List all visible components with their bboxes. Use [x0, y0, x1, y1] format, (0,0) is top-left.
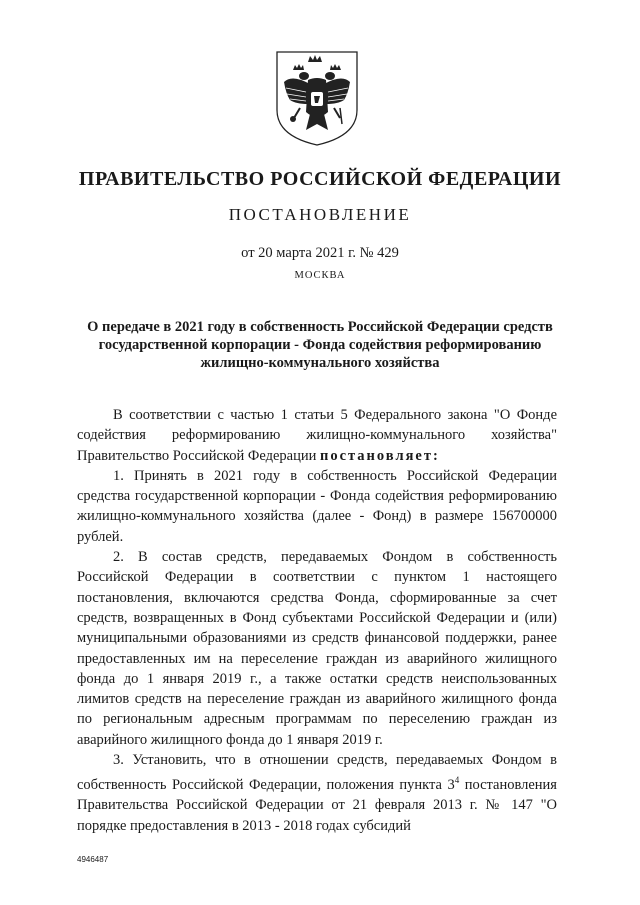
preamble-text: В соответствии с частью 1 статьи 5 Федерального закона "О Фонде содействия реформированию жилищно-коммунального хозяйства" Правительство Российской Федерации	[77, 407, 557, 464]
government-name: ПРАВИТЕЛЬСТВО РОССИЙСКОЙ ФЕДЕРАЦИИ	[78, 168, 562, 190]
paragraph-3-after: постановления Правительства Российской Федерации от 21 февраля 2013 г. № 147 "О порядке предоставления в 2013 - 2018 годах субсидий	[77, 777, 557, 834]
document-type: ПОСТАНОВЛЕНИЕ	[228, 205, 412, 224]
paragraph-2: 2. В состав средств, передаваемых Фондом в собственность Российской Федерации в соответствии с пунктом 1 настоящего постановления, включаются средства Фонда, сформированные за счет средств, возвращенных в Фонд субъектами Российской Федерации и (или) муниципальными образованиями из средств финансовой поддержки, ранее предоставленных им на переселение граждан из аварийного жилищного фонда до 1 января 2019 г., а также остатки средств неиспользованных лимитов средств на переселение граждан из аварийного жилищного фонда по региональным адресным программам по переселению граждан из аварийного жилищного фонда до 1 января 2019 г.	[77, 549, 557, 748]
paragraph-3-sup: 4	[454, 775, 460, 786]
preamble-paragraph	[77, 405, 557, 466]
resolves-word: постановляет:	[319, 447, 440, 464]
document-body	[77, 405, 557, 836]
paragraph-3-before: 3. Установить, что в отношении средств, передаваемых Фондом в собственность Российской Федерации, положения пункта 3	[77, 752, 557, 794]
russian-coat-of-arms-icon	[272, 48, 362, 148]
city: МОСКВА	[294, 270, 346, 281]
document-title: О передаче в 2021 году в собственность Российской Федерации средств государственной корпорации - Фонда содействия реформированию жилищно-коммунального хозяйства	[87, 319, 553, 371]
paragraph-1: 1. Принять в 2021 году в собственность Российской Федерации средства государственной корпорации - Фонда содействия реформированию жилищно-коммунального хозяйства (далее - Фонд) в размере 156700000 рублей.	[77, 467, 557, 545]
paragraph-3	[77, 750, 557, 836]
footer-code: 4946487	[77, 855, 109, 864]
date-and-number: от 20 марта 2021 г. № 429	[241, 245, 399, 261]
